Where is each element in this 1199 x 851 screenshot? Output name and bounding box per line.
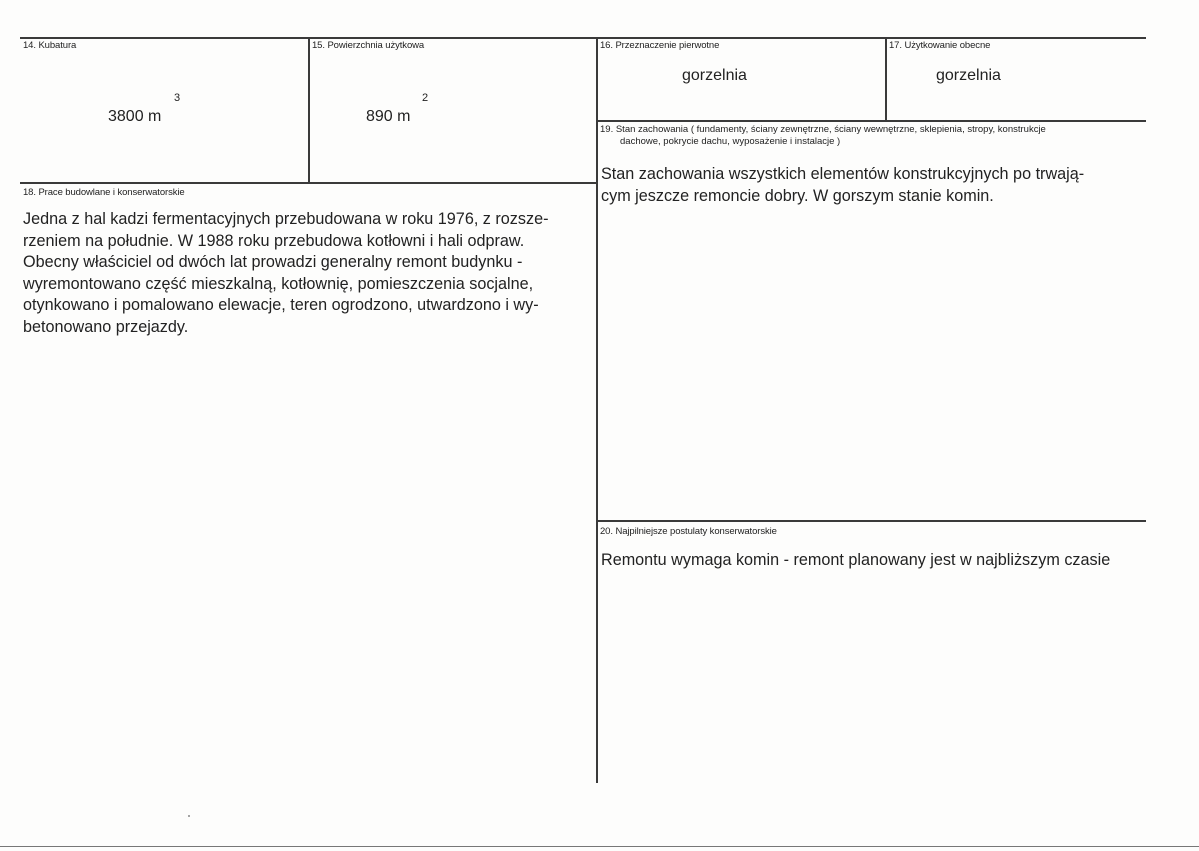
scan-speck	[188, 815, 190, 817]
field-19-line: cym jeszcze remoncie dobry. W gorszym stanie komin.	[601, 186, 994, 205]
field-19-text	[601, 164, 1146, 207]
divider-16-17	[885, 37, 887, 121]
field-18-line: otynkowano i pomalowano elewacje, teren ogrodzono, utwardzono i wy-	[23, 296, 539, 315]
field-18-line: betonowano przejazdy.	[23, 317, 189, 336]
field-19-label	[600, 124, 1145, 148]
field-15-value: 890 m	[366, 108, 411, 125]
divider-19-20	[596, 520, 1146, 522]
bottom-edge-line	[0, 846, 1199, 847]
field-19-label-line: 19. Stan zachowania ( fundamenty, ściany zewnętrzne, ściany wewnętrzne, sklepienia, stropy, konstrukcje	[600, 124, 1046, 135]
field-20-label: 20. Najpilniejsze postulaty konserwatorskie	[600, 526, 777, 537]
field-15-exponent: 2	[422, 92, 429, 104]
field-19-line: Stan zachowania wszystkich elementów konstrukcyjnych po trwają-	[601, 165, 1085, 183]
divider-16-19	[596, 120, 1146, 122]
divider-14-15	[308, 37, 310, 183]
divider-14-18	[20, 182, 597, 184]
field-19-label-line: dachowe, pokrycie dachu, wyposażenie i instalacje )	[620, 136, 841, 147]
field-14-label: 14. Kubatura	[23, 40, 77, 51]
field-16-label: 16. Przeznaczenie pierwotne	[600, 40, 720, 51]
field-14-exponent: 3	[174, 92, 181, 104]
field-14-value: 3800 m	[108, 108, 162, 125]
field-15-label: 15. Powierzchnia użytkowa	[312, 40, 425, 51]
field-17-value: gorzelnia	[936, 67, 1001, 84]
top-border-line	[20, 37, 1146, 39]
field-20-text: Remontu wymaga komin - remont planowany jest w najbliższym czasie	[601, 551, 1111, 569]
field-18-text	[23, 209, 593, 339]
divider-left-right	[596, 37, 598, 783]
field-18-line: Jedna z hal kadzi fermentacyjnych przebudowana w roku 1976, z rozsze-	[23, 210, 549, 228]
field-17-label: 17. Użytkowanie obecne	[889, 40, 991, 51]
field-18-line: wyremontowano część mieszkalną, kotłownię, pomieszczenia socjalne,	[23, 274, 534, 293]
field-16-value: gorzelnia	[682, 67, 747, 84]
field-18-line: Obecny właściciel od dwóch lat prowadzi generalny remont budynku -	[23, 253, 523, 272]
field-18-label: 18. Prace budowlane i konserwatorskie	[23, 187, 185, 198]
field-18-line: rzeniem na południe. W 1988 roku przebudowa kotłowni i hali odpraw.	[23, 231, 525, 250]
